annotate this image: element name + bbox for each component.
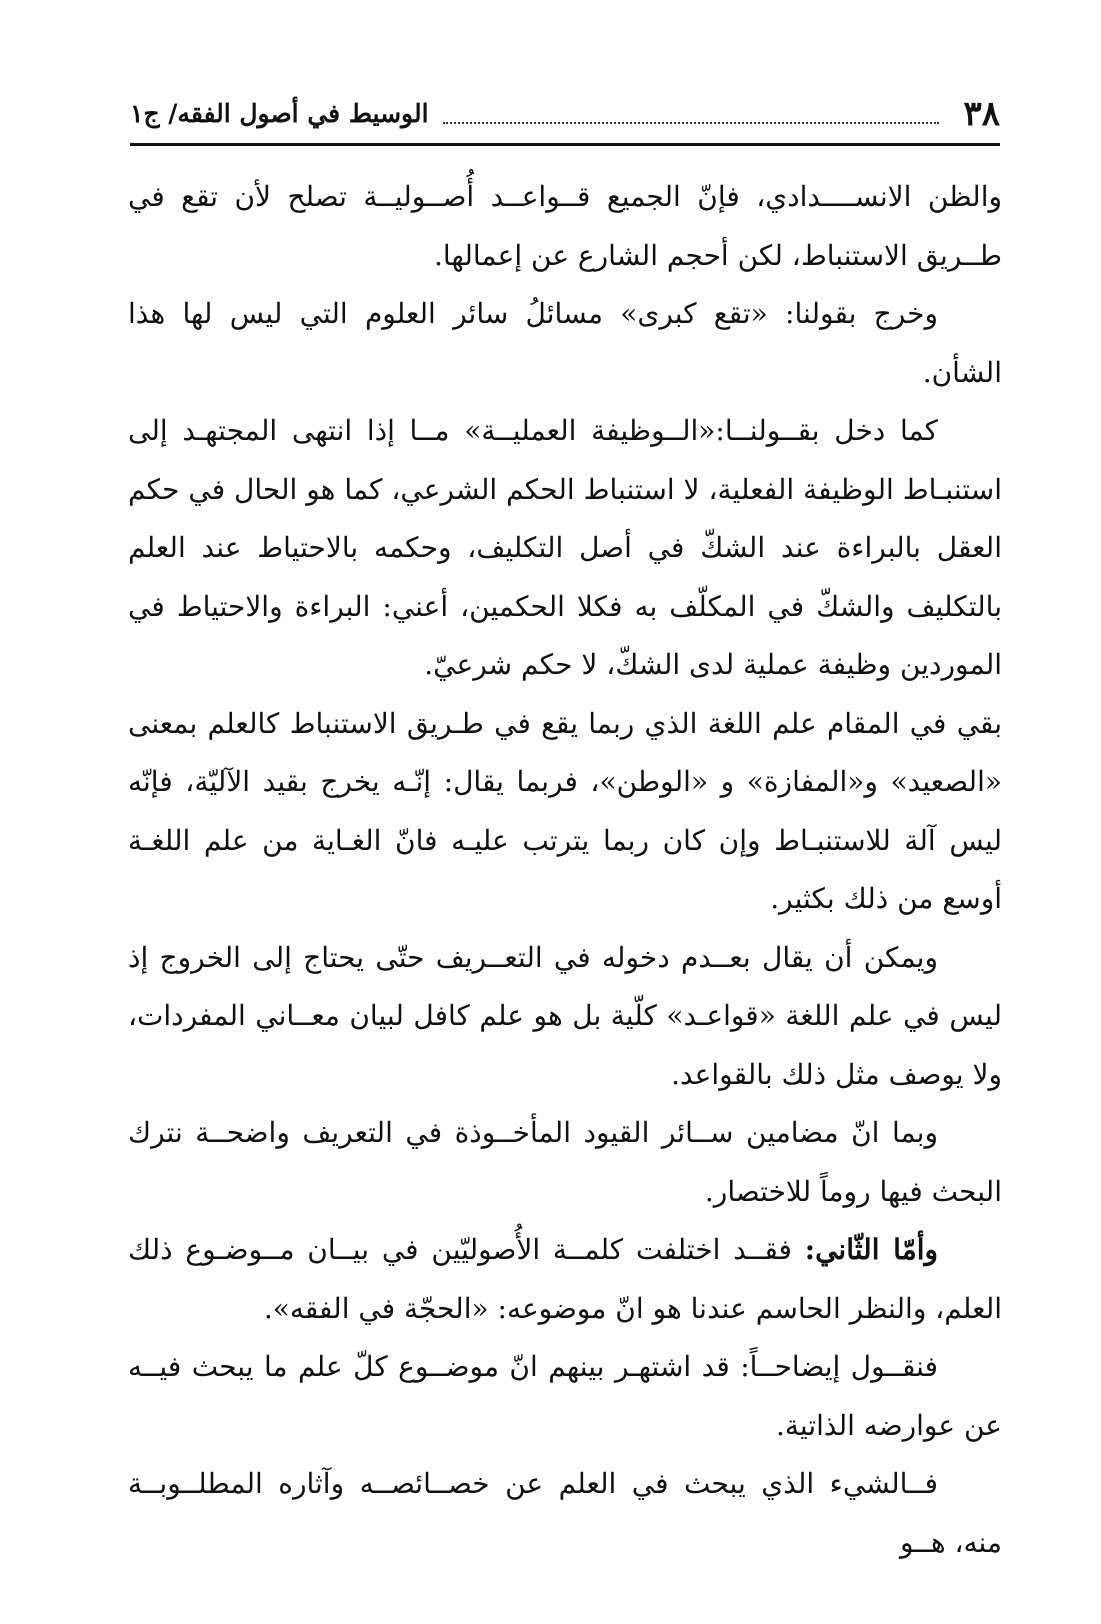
- paragraph-lead: وأمّا الثّاني:: [804, 1233, 938, 1266]
- paragraph: [128, 929, 1002, 1105]
- page-number: ٣٨: [963, 94, 1000, 134]
- paragraph: [128, 695, 1002, 929]
- paragraph-text: فقــد اختلفت كلمــة الأُصوليّين في بيــان مــوضـوع ذلك العلم، والنظر الحاسم عندنا هو انّ موضوعه: «الحجّة في الفقه».: [128, 1233, 1002, 1325]
- paragraph: [128, 168, 1002, 285]
- body-text: [128, 168, 1002, 1572]
- paragraph-text: بقي في المقام علم اللغة الذي ربما يقع في طـريق الاستنباط كالعلم بمعنى «الصعيد» و«المفازة» و «الوطن»، فربما يقال: إنّـه يخرج بقيد الآليّة، فإنّه ليس آلة للاستنبـاط وإن كان ربما يترتب عليـه فانّ الغـاية من علم اللغـة أوسع من ذلك بكثير.: [128, 706, 1002, 915]
- paragraph-text: وخرج بقولنا: «تقع كبرى» مسائلُ سائر العلوم التي ليس لها هذا الشأن.: [128, 297, 1002, 389]
- paragraph-text: والظن الانســــدادي، فإنّ الجميع قــواعــد أُصــوليــة تصلح لأن تقع في طــريق الاستنباط، لكن أحجم الشارع عن إعمالها.: [128, 180, 1002, 272]
- running-title: الوسيط في أصول الفقه/ ج١: [130, 99, 429, 128]
- header-rule: [130, 143, 1000, 146]
- paragraph: [128, 1455, 1002, 1572]
- paragraph-text: فنقــول إيضاحــاً: قد اشتهـر بينهم انّ موضــوع كلّ علم ما يبحث فيــه عن عوارضه الذاتية.: [128, 1350, 1002, 1442]
- paragraph: [128, 1221, 1002, 1338]
- paragraph: [128, 285, 1002, 402]
- page-header: [130, 88, 1000, 134]
- paragraph: [128, 402, 1002, 695]
- header-dotted-leader: [443, 122, 940, 124]
- paragraph-text: وبما انّ مضامين ســائر القيود المأخــوذة في التعريف واضحــة نترك البحث فيها روماً للاختصار.: [128, 1116, 1002, 1208]
- paragraph-text: ويمكن أن يقال بعــدم دخوله في التعــريف حتّى يحتاج إلى الخروج إذ ليس في علم اللغة «قواعـد» كلّية بل هو علم كافل لبيان معــاني المفردات، ولا يوصف مثل ذلك بالقواعد.: [128, 940, 1002, 1091]
- paragraph-text: كما دخل بقــولنــا:«الــوظيفة العمليــة» مــا إذا انتهى المجتهـد إلى استنبـاط الوظيفة الفعلية، لا استنباط الحكم الشرعي، كما هو الحال في حكم العقل بالبراءة عند الشكّ في أصل التكليف، وحكمه بالاحتياط عند العلم بالتكليف والشكّ في المكلّف به فكلا الحكمين، أعني: البراءة والاحتياط في الموردين وظيفة عملية لدى الشكّ، لا حكم شرعيّ.: [128, 414, 1003, 681]
- paragraph: [128, 1338, 1002, 1455]
- paragraph-text: فــالشيء الذي يبحث في العلم عن خصــائصــه وآثاره المطلــوبــة منه، هــو: [128, 1467, 1002, 1559]
- paragraph: [128, 1104, 1002, 1221]
